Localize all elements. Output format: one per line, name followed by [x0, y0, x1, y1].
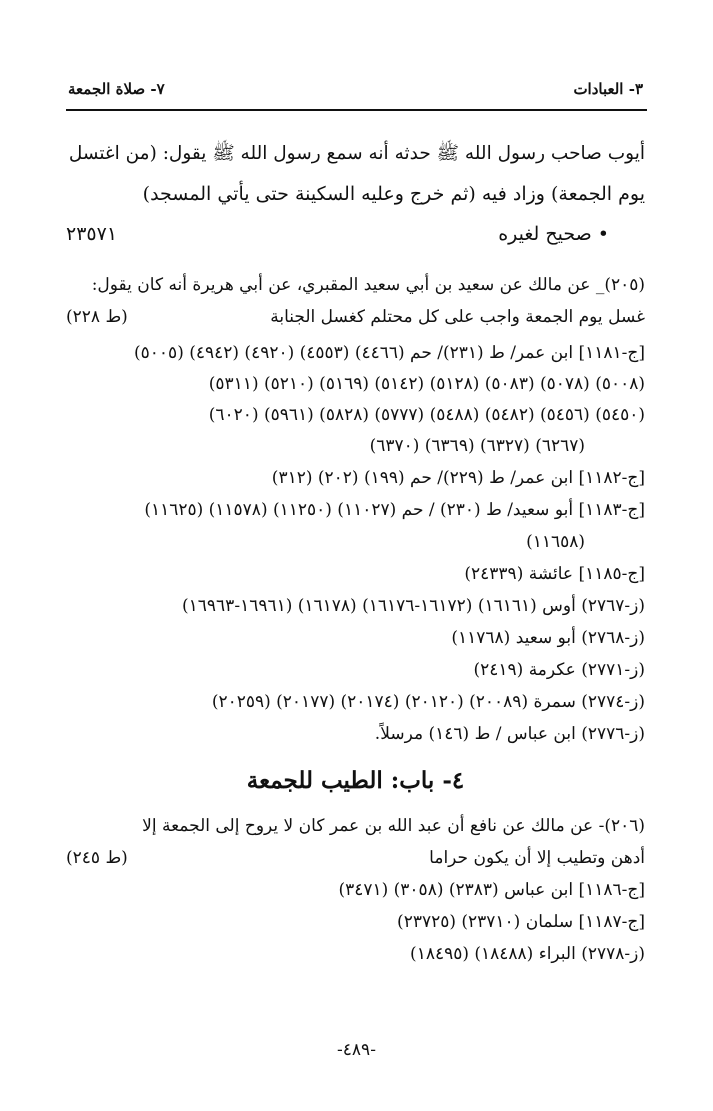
reference-line: [ج-١١٨٥] عائشة (٢٤٣٣٩): [464, 564, 645, 584]
hadith-206-line: (٢٠٦)- عن مالك عن نافع أن عبد الله بن عمر كان لا يروح إلى الجمعة إلا: [142, 816, 645, 836]
reference-line: (ز-٢٧٦٨) أبو سعيد (١١٧٦٨): [451, 628, 645, 648]
hadith-205-line: [66, 303, 645, 331]
hadith-205-line: (٢٠٥)_ عن مالك عن سعيد بن أبي سعيد المقبري، عن أبي هريرة أنه كان يقول:: [91, 275, 645, 295]
chapter-heading: ٤- باب: الطيب للجمعة: [246, 767, 465, 794]
reference-line: (ز-٢٧٧١) عكرمة (٢٤١٩): [473, 660, 645, 680]
text-line: يوم الجمعة) وزاد فيه (ثم خرج وعليه السكينة حتى يأتي المسجد): [142, 183, 645, 205]
reference-line: (١١٦٥٨): [526, 532, 585, 552]
hadith-206-line: [66, 844, 645, 872]
running-header: [68, 74, 643, 104]
reference-line: (٥٠٠٨) (٥٠٧٨) (٥٠٨٣) (٥١٢٨) (٥١٤٢) (٥١٦٩) (٥٢١٠) (٥٣١١): [208, 374, 645, 394]
hadith-ref-number: ٢٣٥٧١: [66, 223, 118, 245]
hadith-source-ref: (ط ٢٢٨): [66, 307, 128, 327]
reference-line: (ز-٢٧٦٧) أوس (١٦١٦١) (١٦١٧٢-١٦١٧٦) (١٦١٧٨) (١٦٩٦١-١٦٩٦٣): [182, 596, 645, 616]
hadith-source-ref: (ط ٢٤٥): [66, 848, 128, 868]
reference-line: [ج-١١٨٢] ابن عمر/ ط (٢٢٩)/ حم (١٩٩) (٢٠٢) (٣١٢): [271, 468, 645, 488]
reference-line: (٥٤٥٠) (٥٤٥٦) (٥٤٨٢) (٥٤٨٨) (٥٧٧٧) (٥٨٢٨) (٥٩٦١) (٦٠٢٠): [208, 405, 645, 425]
reference-line: [ج-١١٨١] ابن عمر/ ط (٢٣١)/ حم (٤٤٦٦) (٤٥٥٣) (٤٩٢٠) (٤٩٤٢) (٥٠٠٥): [134, 343, 645, 363]
hadith-text: غسل يوم الجمعة واجب على كل محتلم كغسل الجنابة: [270, 307, 645, 327]
reference-line: (٦٢٦٧) (٦٣٢٧) (٦٣٦٩) (٦٣٧٠): [369, 436, 585, 456]
reference-line: (ز-٢٧٧٤) سمرة (٢٠٠٨٩) (٢٠١٢٠) (٢٠١٧٤) (٢٠١٧٧) (٢٠٢٥٩): [211, 692, 645, 712]
reference-line: (ز-٢٧٧٨) البراء (١٨٤٨٨) (١٨٤٩٥): [410, 944, 645, 964]
reference-line: [ج-١١٨٣] أبو سعيد/ ط (٢٣٠) / حم (١١٠٢٧) (١١٢٥٠) (١١٥٧٨) (١١٦٢٥): [144, 500, 645, 520]
header-chapter: ٧- صلاة الجمعة: [68, 80, 165, 98]
reference-line: (ز-٢٧٧٦) ابن عباس / ط (١٤٦) مرسلاً.: [374, 724, 645, 744]
header-book-section: ٣- العبادات: [573, 80, 643, 98]
grade-line: [66, 220, 645, 248]
header-rule: [66, 109, 647, 111]
reference-line: [ج-١١٨٦] ابن عباس (٢٣٨٣) (٣٠٥٨) (٣٤٧١): [338, 880, 645, 900]
page-number: -٤٨٩-: [337, 1040, 376, 1060]
hadith-text: أدهن وتطيب إلا أن يكون حراما: [429, 848, 645, 868]
text-line: أيوب صاحب رسول الله ﷺ حدثه أنه سمع رسول الله ﷺ يقول: (من اغتسل: [68, 143, 645, 164]
grade-text: • صحيح لغيره: [498, 223, 609, 245]
reference-line: [ج-١١٨٧] سلمان (٢٣٧١٠) (٢٣٧٢٥): [397, 912, 645, 932]
